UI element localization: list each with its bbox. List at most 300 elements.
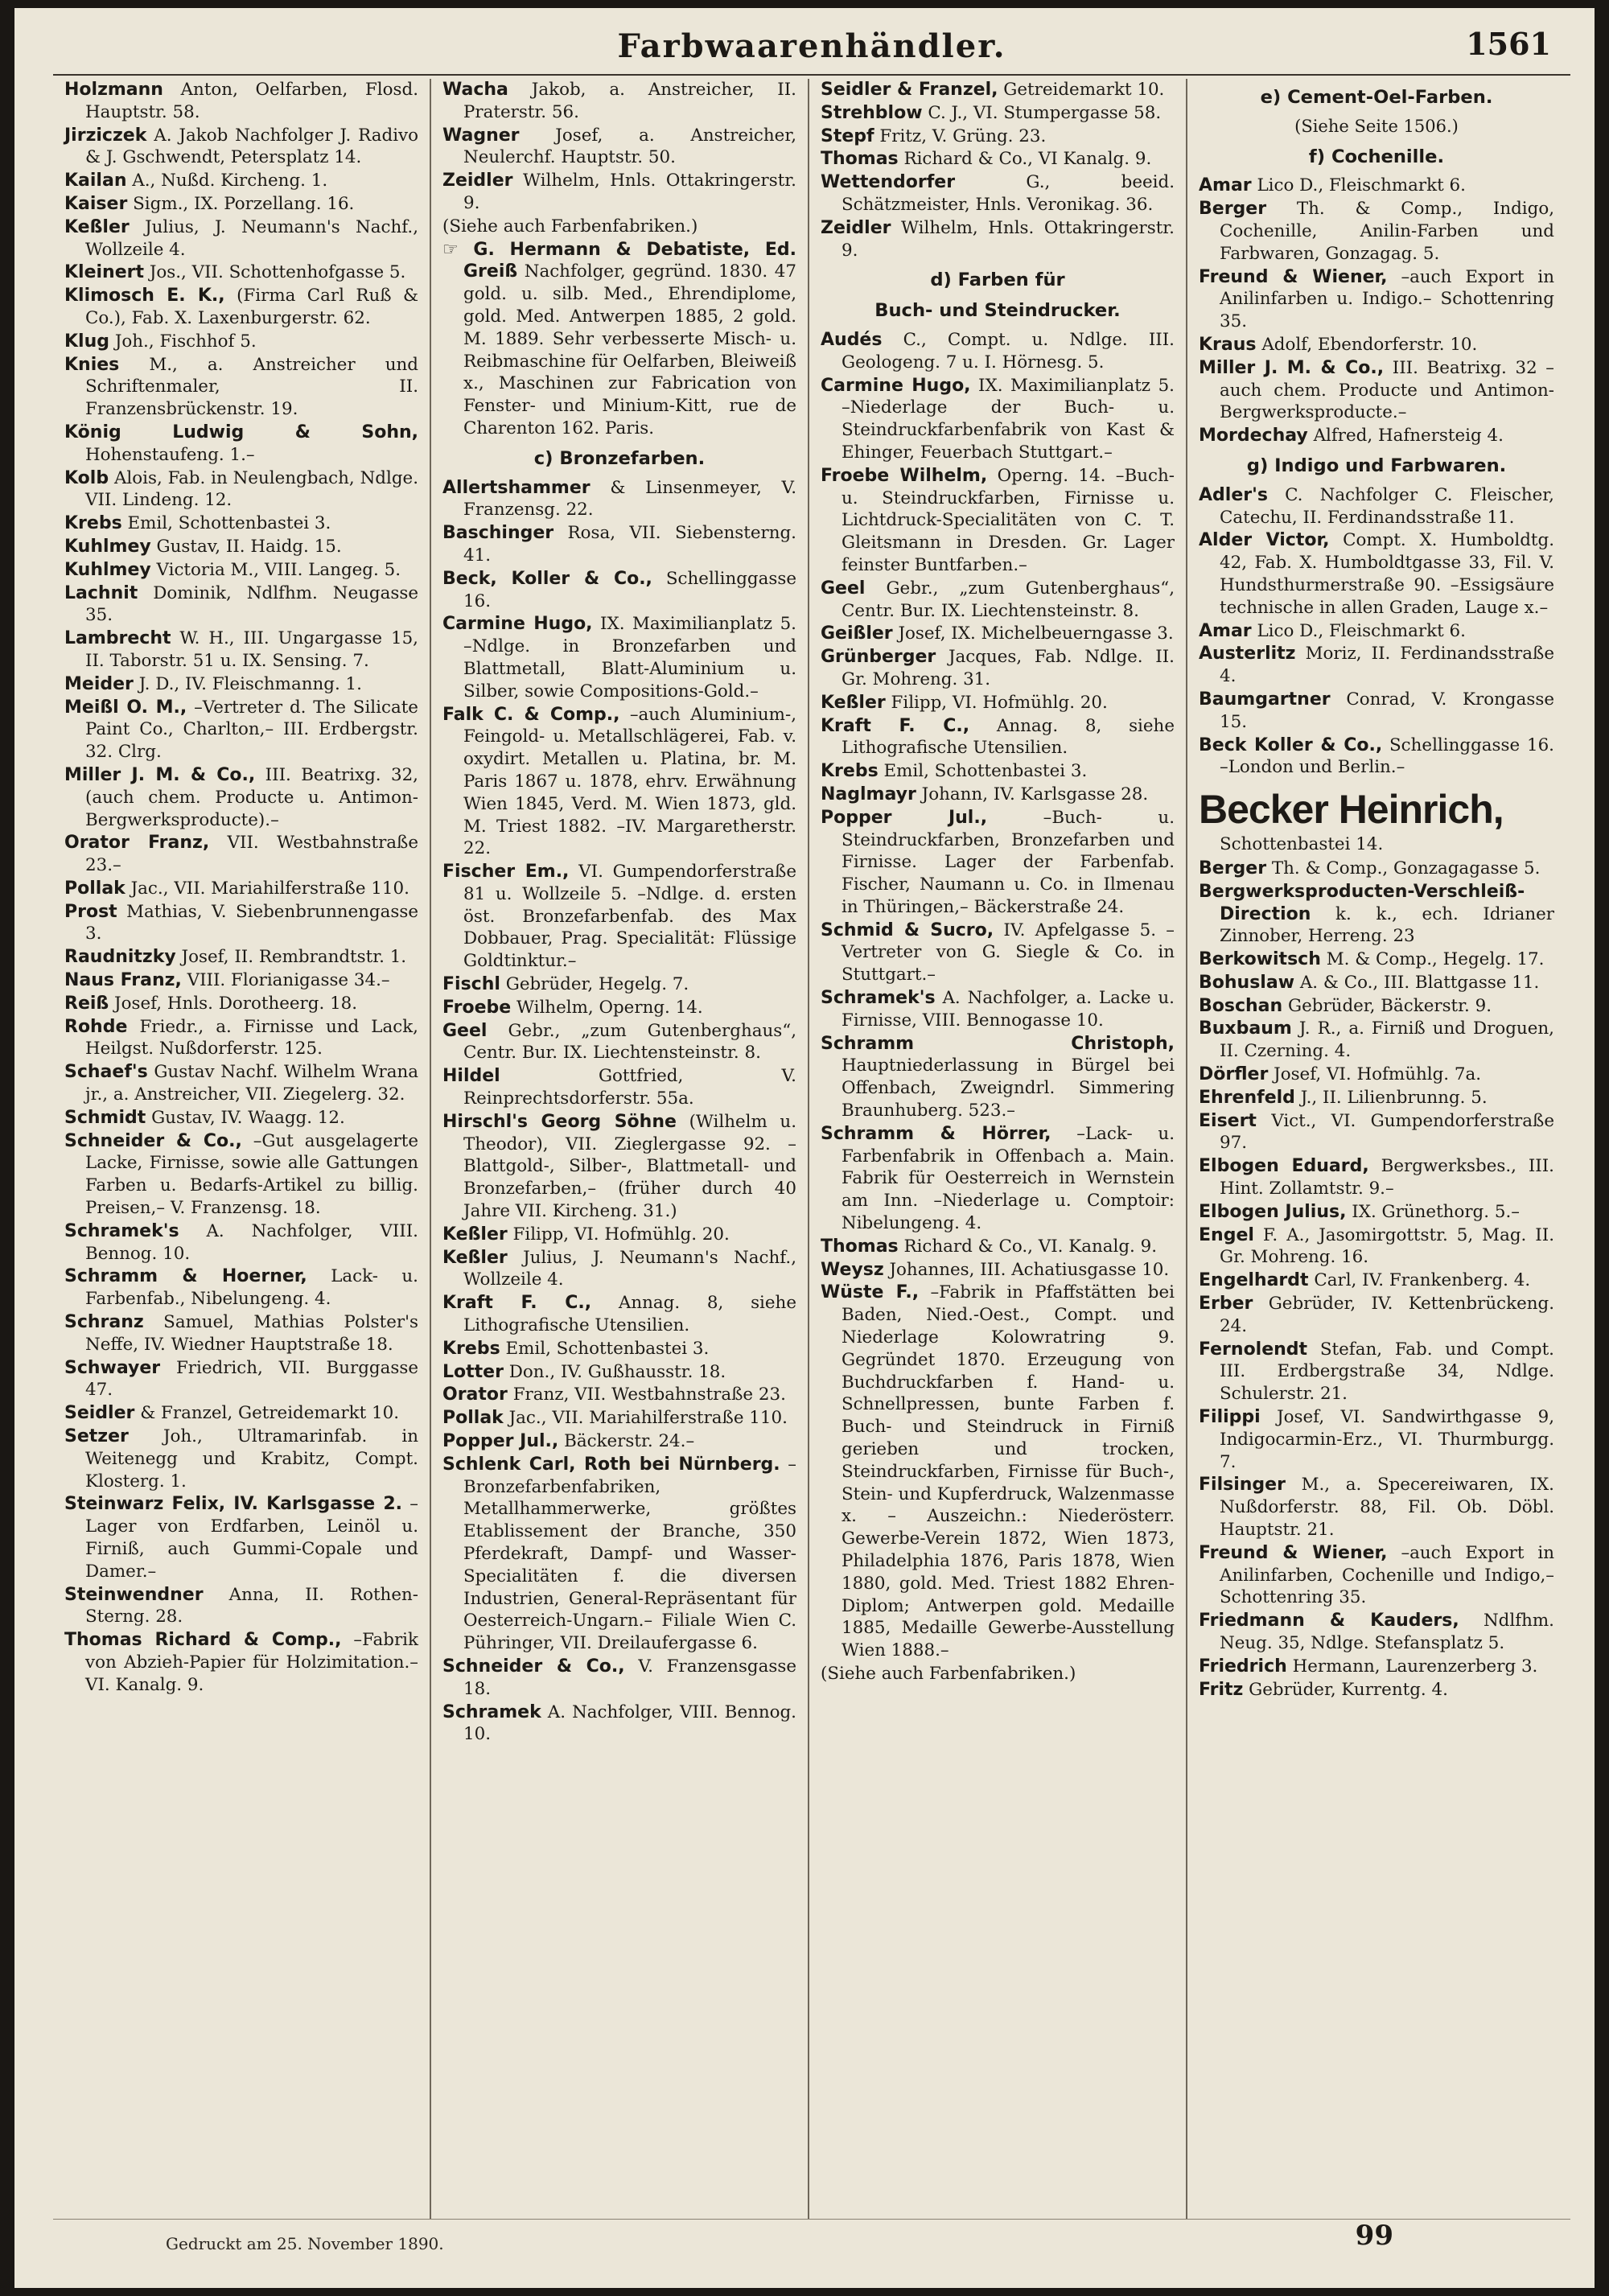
directory-entry bbox=[64, 697, 418, 763]
entry-text: Schellinggasse 16. –London und Berlin.– bbox=[1220, 734, 1554, 778]
entry-text: Josef, VI. Sandwirthgasse 9, Indigocarmin-Erz., VI. Thurmburgg. 7. bbox=[1220, 1407, 1554, 1472]
entry-text: –Buch- u. Steindruckfarben, Bronzefarben und Firnisse. Lager der Farbenfab. Fischer, Naumann u. Co. in Ilmenau in Thüringen,– Bäckerstraße 24. bbox=[842, 807, 1175, 917]
entry-text: Richard & Co., VI Kanalg. 9. bbox=[903, 149, 1152, 170]
section-subheading-buchdrucker: Buch- und Steindrucker. bbox=[874, 300, 1121, 322]
entry-text: Jos., VII. Schottenhofgasse 5. bbox=[149, 262, 406, 283]
directory-entry bbox=[821, 329, 1175, 374]
entry-name: Adler's bbox=[1199, 484, 1268, 505]
entry-name: Lambrecht bbox=[64, 628, 171, 649]
entry-text: –Fabrik von Abzieh-Papier für Holzimitation.– VI. Kanalg. 9. bbox=[85, 1630, 418, 1695]
section-heading-cement: e) Cement-Oel-Farben. bbox=[1260, 87, 1493, 108]
entry-text: Annag. 8, siehe Lithografische Utensilien. bbox=[842, 715, 1175, 759]
sheet-number: 99 bbox=[1355, 2220, 1393, 2252]
entry-text: Jac., VII. Mariahilferstraße 110. bbox=[130, 878, 409, 899]
entry-name: Holzmann bbox=[64, 80, 163, 100]
directory-entry bbox=[64, 764, 418, 831]
entry-name: Fernolendt bbox=[1199, 1339, 1308, 1360]
entry-text: M., a. Anstreicher und Schriftenmaler, II. Franzensbrückenstr. 19. bbox=[85, 354, 418, 420]
directory-entry bbox=[1199, 1293, 1554, 1338]
entry-text: Gebrüder, Kurrentg. 4. bbox=[1249, 1679, 1448, 1700]
entry-name: Keßler bbox=[442, 1247, 508, 1268]
entry-text: A. Nachfolger, a. Lacke u. Firnisse, VIII. Bennogasse 10. bbox=[842, 988, 1175, 1031]
directory-entry bbox=[442, 1407, 796, 1430]
entry-text: –auch Aluminium-, Feingold- u. Metallschlägerei, Fab. v. oxydirt. Metallen u. Platina, br. M. Paris 1867 u. 1878, ehrv. Erwähnung Wien 1845, Verd. M. Wien 1873, gld. M. Triest 1882. –IV. Margaretherstr. 22. bbox=[463, 704, 796, 859]
directory-entry bbox=[821, 375, 1175, 464]
entry-name: Wettendorfer bbox=[821, 172, 956, 193]
entry-text: Compt. X. Humboldtg. 42, Fab. X. Humboldtgasse 33, Fil. V. Hundsthurmerstraße 90. –Essigsäure technische in allen Graden, Lauge x.– bbox=[1220, 530, 1554, 618]
directory-entry bbox=[821, 920, 1175, 986]
entry-name: Schramek's bbox=[821, 988, 936, 1009]
directory-entry bbox=[442, 1701, 796, 1747]
entry-text: V. Franzensgasse 18. bbox=[463, 1656, 796, 1699]
entry-name: Schranz bbox=[64, 1312, 144, 1333]
directory-entry bbox=[442, 973, 796, 996]
entry-text: IV. Apfelgasse 5. –Vertreter von G. Siegle & Co. in Stuttgart.– bbox=[842, 920, 1175, 985]
directory-entry bbox=[442, 1111, 796, 1223]
entry-text: & Linsenmeyer, V. Franzensg. 22. bbox=[463, 477, 796, 521]
directory-entry bbox=[1199, 1679, 1554, 1701]
directory-entry bbox=[442, 522, 796, 567]
directory-entry bbox=[821, 1033, 1175, 1122]
entry-name: Hildel bbox=[442, 1066, 500, 1087]
directory-entry bbox=[64, 1629, 418, 1696]
entry-name: Schramek's bbox=[64, 1220, 179, 1241]
entry-text: Josef, IX. Michelbeuerngasse 3. bbox=[898, 623, 1174, 644]
entry-name: Beck, Koller & Co., bbox=[442, 568, 652, 589]
directory-entry bbox=[64, 193, 418, 216]
directory-entry bbox=[442, 1020, 796, 1065]
directory-entry bbox=[442, 239, 796, 440]
entry-name: Wagner bbox=[442, 125, 520, 146]
entry-name: Hirschl's Georg Söhne bbox=[442, 1111, 677, 1132]
entry-name: Klimosch E. K., bbox=[64, 286, 225, 307]
entry-name: Kuhlmey bbox=[64, 559, 151, 580]
entry-name: Krebs bbox=[64, 513, 122, 534]
column-1 bbox=[53, 79, 431, 2219]
directory-entry bbox=[64, 559, 418, 582]
directory-entry bbox=[821, 578, 1175, 623]
directory-entry bbox=[64, 582, 418, 627]
directory-entry bbox=[1199, 334, 1554, 356]
entry-name: Strehblow bbox=[821, 102, 923, 123]
entry-text: Sigm., IX. Porzellang. 16. bbox=[133, 193, 355, 214]
directory-entry bbox=[64, 1265, 418, 1311]
directory-entry bbox=[442, 997, 796, 1019]
entry-list bbox=[821, 79, 1175, 261]
entry-text: Th. & Comp., Indigo, Cochenille, Anilin-Farben und Farbwaren, Gonzagag. 5. bbox=[1220, 199, 1554, 264]
entry-text: Bergwerksbes., III. Hint. Zollamtstr. 9.– bbox=[1220, 1156, 1554, 1199]
page-footer bbox=[53, 2219, 1570, 2288]
entry-text: Carl, IV. Frankenberg. 4. bbox=[1314, 1270, 1531, 1291]
directory-entry bbox=[821, 1282, 1175, 1662]
directory-entry bbox=[821, 1259, 1175, 1282]
directory-entry bbox=[1199, 175, 1554, 197]
entry-name: Schaef's bbox=[64, 1062, 148, 1083]
entry-text: Anna, II. Rothen-Sterng. 28. bbox=[85, 1584, 418, 1627]
entry-text: Richard & Co., VI. Kanalg. 9. bbox=[903, 1236, 1158, 1257]
entry-name: Zeidler bbox=[442, 171, 513, 191]
entry-text: Gebr., „zum Gutenberghaus“, Centr. Bur. IX. Liechtensteinstr. 8. bbox=[842, 578, 1175, 621]
entry-text: Alfred, Hafnersteig 4. bbox=[1313, 426, 1504, 446]
directory-entry bbox=[1199, 1406, 1554, 1473]
directory-entry bbox=[442, 477, 796, 522]
entry-name: Baschinger bbox=[442, 523, 554, 544]
entry-name: Kraft F. C., bbox=[442, 1293, 592, 1314]
entry-text: Alois, Fab. in Neulengbach, Ndlge. VII. Lindeng. 12. bbox=[85, 467, 418, 511]
entry-text: W. H., III. Ungargasse 15, II. Taborstr. 51 u. IX. Sensing. 7. bbox=[85, 628, 418, 671]
entry-name: Kraus bbox=[1199, 334, 1257, 355]
directory-entry bbox=[1199, 266, 1554, 333]
entry-name: Boschan bbox=[1199, 995, 1283, 1016]
entry-text: Schellinggasse 16. bbox=[463, 568, 796, 611]
entry-list bbox=[1199, 858, 1554, 1701]
entry-text: Julius, J. Neumann's Nachf., Wollzeile 4. bbox=[463, 1247, 796, 1290]
entry-name: Freund & Wiener, bbox=[1199, 266, 1388, 287]
entry-name: Zeidler bbox=[821, 217, 891, 238]
entry-name: Berkowitsch bbox=[1199, 949, 1321, 970]
directory-entry bbox=[1199, 948, 1554, 971]
directory-entry bbox=[64, 969, 418, 992]
directory-entry bbox=[64, 354, 418, 421]
entry-text: Gebr., „zum Gutenberghaus“, Centr. Bur. IX. Liechtensteinstr. 8. bbox=[463, 1020, 796, 1064]
directory-entry bbox=[821, 465, 1175, 577]
entry-text: J. D., IV. Fleischmanng. 1. bbox=[138, 673, 362, 694]
entry-text: (Firma Carl Ruß & Co.), Fab. X. Laxenburgerstr. 62. bbox=[85, 286, 418, 328]
page-title: Farbwaarenhändler. bbox=[617, 27, 1006, 65]
directory-entry bbox=[64, 512, 418, 535]
entry-name: Schwayer bbox=[64, 1357, 161, 1378]
directory-entry bbox=[821, 987, 1175, 1032]
entry-name: Kleinert bbox=[64, 262, 144, 283]
entry-text: –auch Export in Anilinfarben u. Indigo.– Schottenring 35. bbox=[1220, 266, 1554, 332]
entry-name: Seidler bbox=[64, 1403, 135, 1424]
column-2 bbox=[431, 79, 809, 2219]
entry-name: Klug bbox=[64, 331, 109, 352]
entry-text: k. k., ech. Idrianer Zinnober, Herreng. 23 bbox=[1220, 903, 1554, 947]
entry-name: Keßler bbox=[821, 692, 886, 713]
entry-list bbox=[442, 477, 796, 1747]
entry-text: A. & Co., III. Blattgasse 11. bbox=[1299, 972, 1540, 993]
entry-name: Meißl O. M., bbox=[64, 697, 187, 718]
directory-entry bbox=[821, 760, 1175, 783]
directory-entry bbox=[442, 861, 796, 973]
page-header bbox=[53, 21, 1570, 76]
entry-name: Eisert bbox=[1199, 1110, 1257, 1131]
entry-text: III. Beatrixg. 32 –auch chem. Producte und Antimon-Bergwerksproducte.– bbox=[1220, 357, 1554, 423]
entry-name: Steinwendner bbox=[64, 1584, 204, 1605]
entry-text: Adolf, Ebendorferstr. 10. bbox=[1261, 334, 1478, 355]
entry-name: Jirziczek bbox=[64, 125, 147, 146]
entry-name: Allertshammer bbox=[442, 477, 591, 498]
entry-text: –Lager von Erdfarben, Leinöl u. Firniß, auch Gummi-Copale und Damer.– bbox=[85, 1494, 418, 1582]
directory-entry bbox=[1199, 529, 1554, 619]
entry-text: Hohenstaufeng. 1.– bbox=[85, 444, 255, 465]
entry-text: Nachfolger, gegründ. 1830. 47 gold. u. silb. Med., Ehrendiplome, gold. Med. Antwerpen 1885, 2 gold. M. 1889. Sehr verbesserte Misch- u. Reibmaschine für Oelfarben, Bleiweiß x., Maschinen zur Fabrication von Fenster- und Minium-Kitt, rue de Charenton 162. Paris. bbox=[463, 261, 796, 438]
directory-entry bbox=[64, 216, 418, 261]
page-number: 1561 bbox=[1466, 26, 1551, 62]
entry-text: Friedr., a. Firnisse und Lack, Heilgst. Nußdorferstr. 125. bbox=[85, 1016, 418, 1060]
featured-entry bbox=[1199, 785, 1554, 856]
section-heading-farben-fuer: d) Farben für bbox=[930, 270, 1065, 291]
directory-entry bbox=[821, 148, 1175, 171]
directory-page bbox=[14, 8, 1595, 2288]
entry-text: A. Nachfolger, VIII. Bennog. 10. bbox=[85, 1220, 418, 1264]
entry-name: Berger bbox=[1199, 858, 1267, 878]
entry-list bbox=[442, 79, 796, 440]
entry-name: Fischl bbox=[442, 974, 500, 995]
directory-entry bbox=[64, 331, 418, 353]
directory-entry bbox=[64, 1016, 418, 1061]
section-subheading-cement: (Siehe Seite 1506.) bbox=[1294, 116, 1459, 136]
directory-entry bbox=[1199, 1269, 1554, 1292]
entry-name: Miller J. M. & Co., bbox=[64, 764, 256, 785]
entry-list bbox=[1199, 484, 1554, 779]
entry-text: Don., IV. Gußhausstr. 18. bbox=[508, 1361, 726, 1382]
directory-entry bbox=[64, 285, 418, 330]
entry-text: Mathias, V. Siebenbrunnengasse 3. bbox=[85, 901, 418, 944]
entry-text: VII. Westbahnstraße 23.– bbox=[85, 833, 418, 876]
entry-name: Weysz bbox=[821, 1259, 884, 1280]
entry-text: C. J., VI. Stumpergasse 58. bbox=[928, 102, 1162, 123]
directory-entry bbox=[64, 1107, 418, 1129]
entry-text: Jac., VII. Mariahilferstraße 110. bbox=[508, 1408, 788, 1429]
entry-name: Bergwerksproducten-Verschleiß-Direction bbox=[1199, 881, 1525, 924]
entry-text: C., Compt. u. Ndlge. III. Geologeng. 7 u. I. Hörnesg. 5. bbox=[842, 329, 1175, 372]
entry-name: Rohde bbox=[64, 1016, 128, 1037]
directory-entry bbox=[442, 1224, 796, 1246]
directory-entry bbox=[1199, 1087, 1554, 1109]
featured-entry-text: Schottenbastei 14. bbox=[1220, 834, 1384, 855]
directory-entry bbox=[1199, 425, 1554, 447]
column-4 bbox=[1187, 79, 1566, 2219]
entry-name: Berger bbox=[1199, 199, 1267, 220]
entry-text: Wilhelm, Operng. 14. bbox=[516, 997, 703, 1018]
entry-name: Baumgartner bbox=[1199, 689, 1331, 710]
directory-entry bbox=[1199, 1064, 1554, 1086]
entry-text: Conrad, V. Krongasse 15. bbox=[1220, 689, 1554, 732]
entry-name: Schramm Christoph, bbox=[821, 1033, 1175, 1054]
entry-text: Jakob, a. Anstreicher, II. Praterstr. 56. bbox=[463, 80, 796, 122]
entry-name: Fritz bbox=[1199, 1679, 1244, 1700]
directory-entry bbox=[442, 216, 796, 238]
entry-name: Engel bbox=[1199, 1224, 1254, 1245]
entry-text: Fritz, V. Grüng. 23. bbox=[879, 125, 1047, 146]
directory-entry bbox=[1199, 1542, 1554, 1609]
directory-entry bbox=[1199, 1201, 1554, 1224]
section-heading-indigo: g) Indigo und Farbwaren. bbox=[1246, 455, 1507, 476]
directory-entry bbox=[821, 1123, 1175, 1235]
entry-name: Carmine Hugo, bbox=[821, 375, 971, 396]
entry-text: IX. Grünethorg. 5.– bbox=[1352, 1201, 1520, 1222]
entry-text: M. & Comp., Hegelg. 17. bbox=[1326, 949, 1545, 970]
entry-text: Gebrüder, Bäckerstr. 9. bbox=[1288, 995, 1492, 1016]
directory-entry bbox=[442, 79, 796, 124]
entry-name: Engelhardt bbox=[1199, 1270, 1309, 1291]
entry-text: F. A., Jasomirgottstr. 5, Mag. II. Gr. Mohreng. 16. bbox=[1220, 1224, 1554, 1268]
entry-text: III. Beatrixg. 32, (auch chem. Producte u. Antimon-Bergwerksproducte).– bbox=[85, 764, 418, 830]
entry-text: M., a. Specereiwaren, IX. Nußdorferstr. 88, Fil. Ob. Döbl. Hauptstr. 21. bbox=[1220, 1475, 1554, 1541]
entry-text: IX. Maximilianplatz 5. –Niederlage der Buch- u. Steindruckfarbenfabrik von Kast & Ehinger, Feuerbach Stuttgart.– bbox=[842, 375, 1175, 463]
directory-entry bbox=[1199, 1339, 1554, 1405]
entry-name: Amar bbox=[1199, 175, 1252, 196]
entry-text: & Franzel, Getreidemarkt 10. bbox=[140, 1403, 400, 1424]
entry-name: Falk C. & Comp., bbox=[442, 704, 620, 725]
entry-name: Thomas Richard & Comp., bbox=[64, 1630, 342, 1651]
entry-text: –Lack- u. Farbenfabrik in Offenbach a. Main. Fabrik für Oesterreich in Wernstein am Inn. –Niederlage u. Comptoir: Nibelungeng. 4. bbox=[842, 1123, 1175, 1234]
directory-entry bbox=[442, 613, 796, 702]
directory-entry bbox=[64, 536, 418, 558]
entry-text: Friedrich, VII. Burggasse 47. bbox=[85, 1357, 418, 1401]
directory-entry bbox=[442, 125, 796, 170]
entry-text: Filipp, VI. Hofmühlg. 20. bbox=[512, 1224, 730, 1245]
entry-name: Friedrich bbox=[1199, 1656, 1287, 1677]
entry-text: Franz, VII. Westbahnstraße 23. bbox=[512, 1385, 786, 1405]
entry-text: A., Nußd. Kircheng. 1. bbox=[132, 171, 328, 191]
entry-name: Wüste F., bbox=[821, 1282, 920, 1303]
entry-text: –auch Export in Anilinfarben, Cochenille und Indigo,– Schottenring 35. bbox=[1220, 1542, 1554, 1608]
directory-entry bbox=[821, 715, 1175, 760]
directory-entry bbox=[1199, 1224, 1554, 1269]
directory-entry bbox=[1199, 995, 1554, 1018]
entry-name: Mordechay bbox=[1199, 426, 1308, 446]
entry-name: Fischer Em., bbox=[442, 862, 570, 883]
directory-entry bbox=[1199, 1018, 1554, 1063]
directory-entry bbox=[821, 1663, 1175, 1685]
entry-text: Dominik, Ndlfhm. Neugasse 35. bbox=[85, 582, 418, 626]
entry-name: Seidler & Franzel, bbox=[821, 80, 998, 100]
entry-text: Joh., Fischhof 5. bbox=[114, 331, 257, 352]
entry-text: Lico D., Fleischmarkt 6. bbox=[1257, 175, 1466, 196]
entry-name: Buxbaum bbox=[1199, 1018, 1292, 1039]
directory-entry bbox=[1199, 484, 1554, 529]
entry-name: Lotter bbox=[442, 1361, 504, 1382]
directory-entry bbox=[64, 1493, 418, 1582]
directory-entry bbox=[821, 171, 1175, 216]
entry-name: Krebs bbox=[821, 761, 879, 782]
directory-entry bbox=[1199, 1656, 1554, 1678]
entry-name: Schneider & Co., bbox=[64, 1130, 242, 1151]
entry-text: IX. Maximilianplatz 5. –Ndlge. in Bronzefarben und Blattmetall, Blatt-Aluminium u. Silber, sowie Compositions-Gold.– bbox=[463, 614, 796, 702]
entry-text: A. Nachfolger, VIII. Bennog. 10. bbox=[463, 1701, 796, 1745]
entry-name: ☞ G. Hermann & Debatiste, Ed. Greiß bbox=[442, 239, 796, 282]
entry-name: Stepf bbox=[821, 125, 874, 146]
section-heading-cochenille: f) Cochenille. bbox=[1308, 146, 1445, 167]
directory-entry bbox=[442, 1384, 796, 1406]
entry-name: Geißler bbox=[821, 623, 893, 644]
entry-name: Kailan bbox=[64, 171, 127, 191]
entry-name: Schmid & Sucro, bbox=[821, 920, 994, 940]
entry-name: Froebe bbox=[442, 997, 512, 1018]
directory-entry bbox=[64, 1311, 418, 1356]
entry-name: Schneider & Co., bbox=[442, 1656, 625, 1677]
entry-text: A. Jakob Nachfolger J. Radivo & J. Gschwendt, Petersplatz 14. bbox=[85, 125, 418, 168]
entry-name: Austerlitz bbox=[1199, 644, 1296, 665]
directory-entry bbox=[64, 422, 418, 467]
entry-name: König Ludwig & Sohn, bbox=[64, 422, 418, 442]
entry-text: –Bronzefarbenfabriken, Metallhammerwerke, größtes Etablissement der Branche, 350 Pferdekraft, Dampf- und Wasser-Specialitäten f. die diversen Industrien, General-Repräsentant für Oesterreich-Ungarn.– Filiale Wien C. Pühringer, VII. Dreilaufergasse 6. bbox=[463, 1454, 796, 1654]
entry-text: Stefan, Fab. und Compt. III. Erdbergstraße 34, Ndlge. Schulerstr. 21. bbox=[1220, 1339, 1554, 1405]
entry-text: Josef, II. Rembrandtstr. 1. bbox=[181, 947, 407, 968]
directory-entry bbox=[64, 901, 418, 946]
entry-name: Beck Koller & Co., bbox=[1199, 734, 1383, 755]
entry-text: Filipp, VI. Hofmühlg. 20. bbox=[891, 692, 1108, 713]
directory-entry bbox=[821, 784, 1175, 806]
entry-text: (Wilhelm u. Theodor), VII. Zieglergasse 92. –Blattgold-, Silber-, Blattmetall- und Bronzefarben,– (früher durch 40 Jahre VII. Kircheng. 31.) bbox=[463, 1111, 796, 1222]
print-date: Gedruckt am 25. November 1890. bbox=[166, 2234, 444, 2253]
entry-name: Schramek bbox=[442, 1701, 541, 1722]
entry-text: Joh., Ultramarinfab. in Weitenegg und Krabitz, Compt. Klosterg. 1. bbox=[85, 1426, 418, 1492]
column-3 bbox=[809, 79, 1187, 2219]
entry-text: Th. & Comp., Gonzagagasse 5. bbox=[1271, 858, 1541, 878]
entry-text: –Gut ausgelagerte Lacke, Firnisse, sowie alle Gattungen Farben u. Bedarfs-Artikel zu billig. Preisen,– V. Franzensg. 18. bbox=[85, 1130, 418, 1219]
directory-entry bbox=[1199, 1610, 1554, 1655]
directory-entry bbox=[821, 807, 1175, 919]
entry-name: Raudnitzky bbox=[64, 947, 176, 968]
directory-entry bbox=[64, 1402, 418, 1425]
directory-entry bbox=[64, 467, 418, 512]
entry-name: Elbogen Eduard, bbox=[1199, 1156, 1369, 1177]
entry-text: Emil, Schottenbastei 3. bbox=[127, 513, 331, 534]
entry-name: Friedmann & Kauders, bbox=[1199, 1611, 1459, 1631]
entry-text: G., beeid. Schätzmeister, Hnls. Veronikag. 36. bbox=[842, 172, 1175, 215]
directory-entry bbox=[442, 1338, 796, 1360]
entry-name: Knies bbox=[64, 354, 120, 375]
entry-text: VI. Gumpendorferstraße 81 u. Wollzeile 5. –Ndlge. d. ersten öst. Bronzefarbenfab. des Max Dobbauer, Prag. Specialität: Flüssige Goldtinktur.– bbox=[463, 862, 796, 972]
entry-name: Krebs bbox=[442, 1338, 500, 1359]
entry-list bbox=[1199, 175, 1554, 447]
entry-text: (Siehe auch Farbenfabriken.) bbox=[821, 1663, 1076, 1684]
entry-name: Schramm & Hoerner, bbox=[64, 1266, 307, 1287]
directory-entry bbox=[64, 170, 418, 192]
entry-text: Rosa, VII. Siebensterng. 41. bbox=[463, 523, 796, 566]
entry-name: Lachnit bbox=[64, 582, 138, 603]
entry-text: Samuel, Mathias Polster's Neffe, IV. Wiedner Hauptstraße 18. bbox=[85, 1312, 418, 1355]
entry-text: (Siehe auch Farbenfabriken.) bbox=[442, 216, 698, 237]
entry-text: Jacques, Fab. Ndlge. II. Gr. Mohreng. 31. bbox=[842, 647, 1175, 689]
directory-entry bbox=[442, 170, 796, 215]
directory-entry bbox=[64, 79, 418, 124]
directory-entry bbox=[1199, 357, 1554, 424]
directory-entry bbox=[1199, 689, 1554, 734]
directory-entry bbox=[64, 673, 418, 696]
entry-name: Steinwarz Felix, IV. Karlsgasse 2. bbox=[64, 1494, 403, 1515]
directory-entry bbox=[442, 1454, 796, 1655]
entry-name: Kraft F. C., bbox=[821, 715, 970, 736]
entry-text: Victoria M., VIII. Langeg. 5. bbox=[156, 559, 401, 580]
entry-name: Pollak bbox=[64, 878, 126, 899]
directory-entry bbox=[64, 1426, 418, 1492]
directory-entry bbox=[64, 627, 418, 673]
entry-name: Thomas bbox=[821, 149, 899, 170]
entry-name: Meider bbox=[64, 673, 134, 694]
entry-name: Keßler bbox=[64, 216, 130, 237]
directory-entry bbox=[1199, 1474, 1554, 1541]
directory-entry bbox=[821, 646, 1175, 691]
directory-entry bbox=[821, 102, 1175, 125]
entry-text: –Vertreter d. The Silicate Paint Co., Charlton,– III. Erdbergstr. 32. Clrg. bbox=[85, 697, 418, 763]
entry-name: Kolb bbox=[64, 467, 109, 488]
entry-name: Audés bbox=[821, 329, 883, 350]
entry-text: Johannes, III. Achatiusgasse 10. bbox=[889, 1259, 1170, 1280]
directory-entry bbox=[64, 1130, 418, 1220]
directory-entry bbox=[1199, 881, 1554, 948]
entry-name: Amar bbox=[1199, 620, 1252, 641]
entry-name: Reiß bbox=[64, 993, 109, 1014]
entry-text: Lack- u. Farbenfab., Nibelungeng. 4. bbox=[85, 1266, 418, 1310]
entry-text: Emil, Schottenbastei 3. bbox=[505, 1338, 710, 1359]
entry-text: Gustav, IV. Waagg. 12. bbox=[151, 1107, 345, 1128]
entry-name: Popper Jul., bbox=[442, 1431, 559, 1452]
